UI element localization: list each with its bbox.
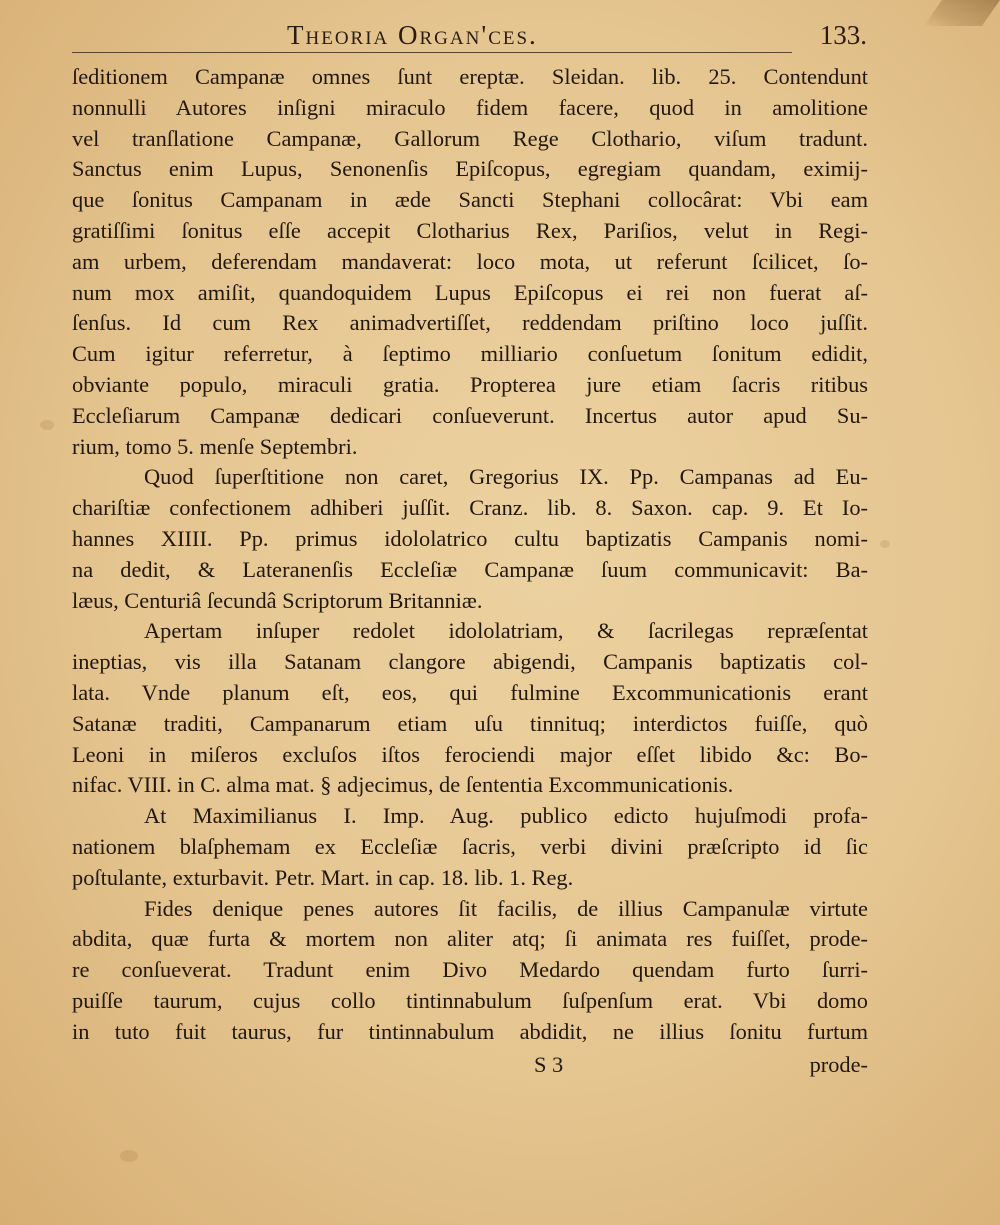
text-line: ſeditionem Campanæ omnes ſunt ereptæ. Sleidan. lib. 25. Contendunt <box>72 64 868 89</box>
text-line: gratiſſimi ſonitus eſſe accepit Clotharius Rex, Pariſios, velut in Regi- <box>72 217 868 243</box>
header-rule <box>72 52 792 53</box>
body-text <box>72 62 868 1048</box>
paper-stain <box>40 420 54 430</box>
text-line: vel tranſlatione Campanæ, Gallorum Rege Clothario, viſum tradunt. <box>72 125 868 151</box>
text-line: poſtulante, exturbavit. Petr. Mart. in cap. 18. lib. 1. Reg. <box>72 864 574 890</box>
text-line: lata. Vnde planum eſt, eos, qui fulmine Excommunicationis erant <box>72 679 868 705</box>
text-line: Quod ſuperſtitione non caret, Gregorius IX. Pp. Campanas ad Eu- <box>144 464 868 490</box>
text-line: na dedit, & Lateranenſis Eccleſiæ Campanæ ſuum communicavit: Ba- <box>72 556 868 582</box>
text-line: Satanæ traditi, Campanarum etiam uſu tinnituq; interdictos fuiſſe, quò <box>72 710 868 736</box>
text-line: hannes XIIII. Pp. primus idololatrico cultu baptizatis Campanis nomi- <box>72 525 868 551</box>
text-line: rium, tomo 5. menſe Septembri. <box>72 433 358 459</box>
text-line: Apertam inſuper redolet idololatriam, & ſacrilegas repræſentat <box>144 618 868 644</box>
text-line: Fides denique penes autores ſit facilis, de illius Campanulæ virtute <box>144 895 868 921</box>
signature-mark: S 3 <box>534 1052 564 1077</box>
text-line: obviante populo, miraculi gratia. Propterea jure etiam ſacris ritibus <box>72 371 868 397</box>
catchword: prode- <box>809 1052 868 1077</box>
text-line: puiſſe taurum, cujus collo tintinnabulum ſuſpenſum erat. Vbi domo <box>72 987 868 1013</box>
text-line: Leoni in miſeros excluſos iſtos ferociendi major eſſet libido &c: Bo- <box>72 741 868 767</box>
text-line: Cum igitur referretur, à ſeptimo milliario conſuetum ſonitum edidit, <box>72 341 868 367</box>
text-line: Eccleſiarum Campanæ dedicari conſueverunt. Incertus autor apud Su- <box>72 402 868 428</box>
text-line: re conſueverat. Tradunt enim Divo Medardo quendam furto ſurri- <box>72 957 868 983</box>
text-line: ineptias, vis illa Satanam clangore abigendi, Campanis baptizatis col- <box>72 649 868 675</box>
paper-stain <box>880 540 890 548</box>
paper-stain <box>120 1150 138 1162</box>
text-line: nonnulli Autores inſigni miraculo fidem facere, quod in amolitione <box>72 94 868 120</box>
text-line: læus, Centuriâ ſecundâ Scriptorum Britanniæ. <box>72 587 483 613</box>
text-line: At Maximilianus I. Imp. Aug. publico edicto hujuſmodi profa- <box>144 803 868 829</box>
text-line: ſenſus. Id cum Rex animadvertiſſet, reddendam priſtino loco juſſit. <box>72 310 868 336</box>
text-line: Sanctus enim Lupus, Senonenſis Epiſcopus, egregiam quandam, eximij- <box>72 156 868 182</box>
text-line: que ſonitus Campanam in æde Sancti Stephani collocârat: Vbi eam <box>72 187 868 213</box>
text-line: nifac. VIII. in C. alma mat. § adjecimus, de ſententia Excommunicationis. <box>72 772 734 798</box>
text-line: nationem blaſphemam ex Eccleſiæ ſacris, verbi divini præſcripto id ſic <box>72 833 868 859</box>
page-number: 133. <box>819 20 867 50</box>
running-title: Theoria Organ'ces. <box>287 20 538 50</box>
text-line: num mox amiſit, quandoquidem Lupus Epiſcopus ei rei non fuerat aſ- <box>72 279 868 305</box>
text-line: chariſtiæ confectionem adhiberi juſſit. Cranz. lib. 8. Saxon. cap. 9. Et Io- <box>72 495 868 521</box>
text-line: in tuto fuit taurus, fur tintinnabulum abdidit, ne illius ſonitu furtum <box>72 1018 868 1044</box>
page-fold-corner <box>924 0 1000 26</box>
page-footer <box>72 1052 868 1084</box>
text-line: am urbem, deferendam mandaverat: loco mota, ut referunt ſcilicet, ſo- <box>72 248 868 274</box>
text-line: abdita, quæ furta & mortem non aliter atq; ſi animata res fuiſſet, prode- <box>72 926 868 952</box>
page-header <box>72 18 867 58</box>
